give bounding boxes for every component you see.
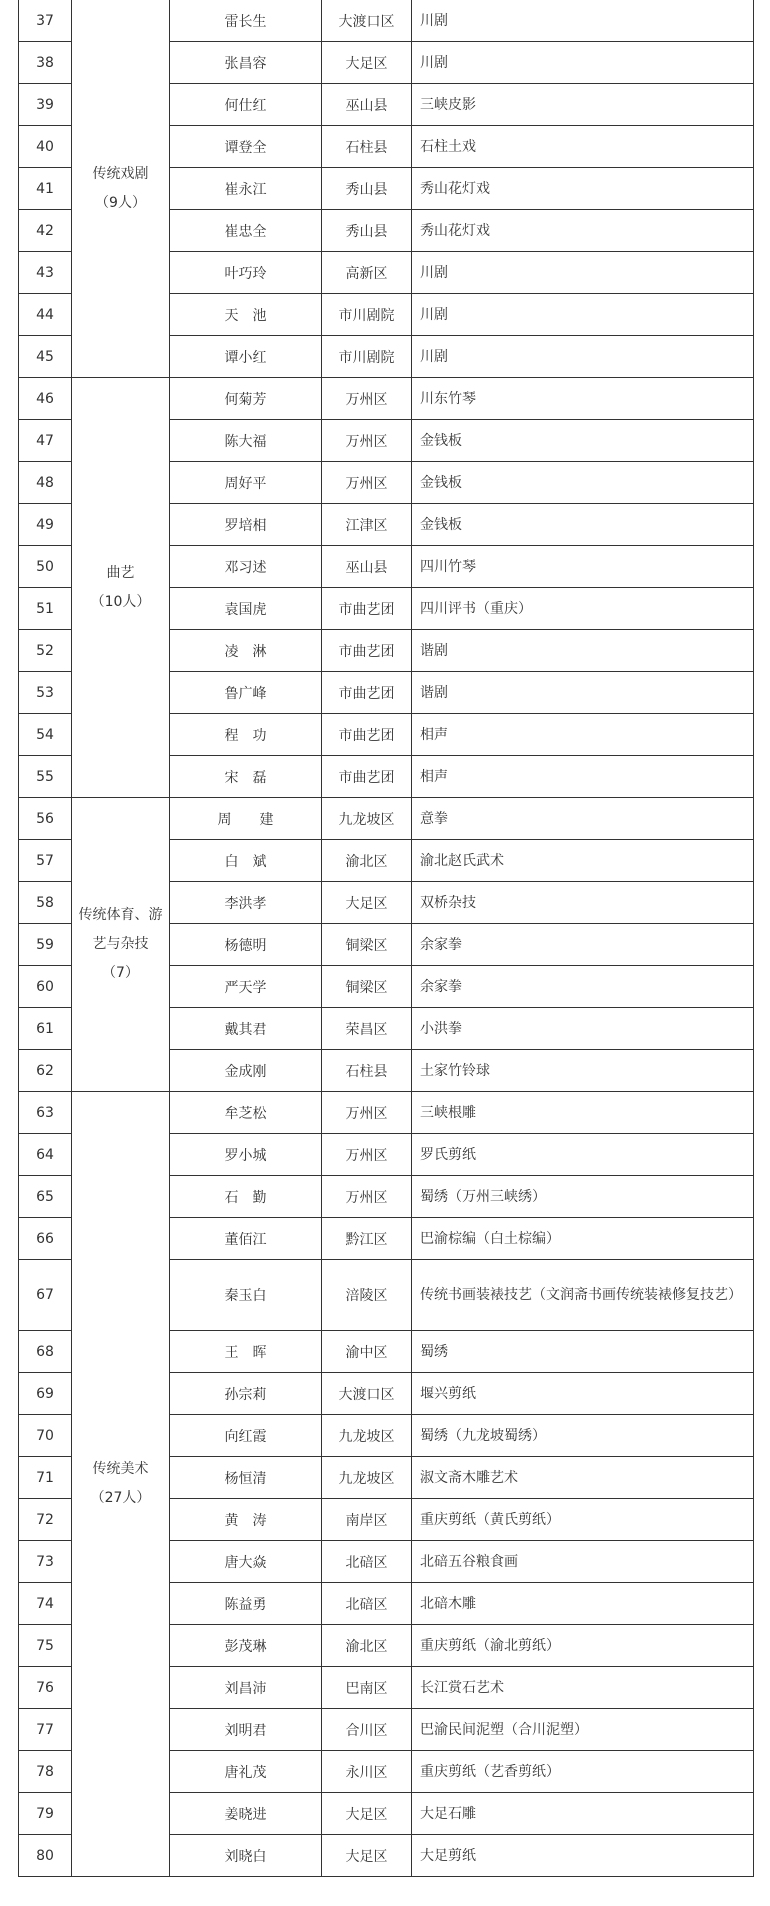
district: 大足区 bbox=[322, 1793, 412, 1835]
heritage-item: 川剧 bbox=[412, 252, 754, 294]
category-name: 传统美术 bbox=[92, 1461, 149, 1477]
district: 万州区 bbox=[322, 1176, 412, 1218]
district: 万州区 bbox=[322, 1092, 412, 1134]
heritage-item: 大足剪纸 bbox=[412, 1835, 754, 1877]
row-number: 46 bbox=[19, 378, 72, 420]
heritage-item: 传统书画装裱技艺（文润斋书画传统装裱修复技艺） bbox=[412, 1260, 754, 1331]
row-number: 66 bbox=[19, 1218, 72, 1260]
inheritor-name: 崔永江 bbox=[170, 168, 322, 210]
heritage-item: 谐剧 bbox=[412, 672, 754, 714]
heritage-item: 川剧 bbox=[412, 336, 754, 378]
district: 大足区 bbox=[322, 882, 412, 924]
inheritor-name: 唐大焱 bbox=[170, 1541, 322, 1583]
inheritor-name: 邓习述 bbox=[170, 546, 322, 588]
row-number: 56 bbox=[19, 798, 72, 840]
category-count: （7） bbox=[102, 965, 139, 981]
row-number: 58 bbox=[19, 882, 72, 924]
inheritor-name: 刘明君 bbox=[170, 1709, 322, 1751]
row-number: 50 bbox=[19, 546, 72, 588]
district: 石柱县 bbox=[322, 126, 412, 168]
inheritor-name: 罗培相 bbox=[170, 504, 322, 546]
district: 巴南区 bbox=[322, 1667, 412, 1709]
row-number: 52 bbox=[19, 630, 72, 672]
row-number: 61 bbox=[19, 1008, 72, 1050]
row-number: 70 bbox=[19, 1415, 72, 1457]
heritage-item: 渝北赵氏武术 bbox=[412, 840, 754, 882]
inheritor-name: 何菊芳 bbox=[170, 378, 322, 420]
inheritor-name: 袁国虎 bbox=[170, 588, 322, 630]
heritage-item: 巴渝民间泥塑（合川泥塑） bbox=[412, 1709, 754, 1751]
district: 大足区 bbox=[322, 1835, 412, 1877]
row-number: 60 bbox=[19, 966, 72, 1008]
district: 北碚区 bbox=[322, 1541, 412, 1583]
inheritor-name: 凌 淋 bbox=[170, 630, 322, 672]
row-number: 73 bbox=[19, 1541, 72, 1583]
heritage-item: 金钱板 bbox=[412, 420, 754, 462]
district: 大渡口区 bbox=[322, 0, 412, 42]
row-number: 42 bbox=[19, 210, 72, 252]
row-number: 53 bbox=[19, 672, 72, 714]
district: 秀山县 bbox=[322, 210, 412, 252]
row-number: 69 bbox=[19, 1373, 72, 1415]
heritage-item: 土家竹铃球 bbox=[412, 1050, 754, 1092]
category-name: 曲艺 bbox=[106, 564, 135, 581]
district: 高新区 bbox=[322, 252, 412, 294]
district: 九龙坡区 bbox=[322, 1457, 412, 1499]
heritage-item: 川剧 bbox=[412, 42, 754, 84]
row-number: 68 bbox=[19, 1331, 72, 1373]
heritage-item: 重庆剪纸（渝北剪纸） bbox=[412, 1625, 754, 1667]
inheritor-name: 李洪孝 bbox=[170, 882, 322, 924]
row-number: 67 bbox=[19, 1260, 72, 1331]
heritage-item: 三峡根雕 bbox=[412, 1092, 754, 1134]
heritage-item: 堰兴剪纸 bbox=[412, 1373, 754, 1415]
row-number: 43 bbox=[19, 252, 72, 294]
heritage-item: 川剧 bbox=[412, 0, 754, 42]
inheritor-name: 孙宗莉 bbox=[170, 1373, 322, 1415]
category-count: （9人） bbox=[95, 194, 146, 211]
table-body bbox=[19, 0, 754, 1877]
row-number: 57 bbox=[19, 840, 72, 882]
table-row bbox=[19, 1092, 754, 1134]
heritage-item: 大足石雕 bbox=[412, 1793, 754, 1835]
district: 巫山县 bbox=[322, 546, 412, 588]
district: 万州区 bbox=[322, 462, 412, 504]
heritage-item: 罗氏剪纸 bbox=[412, 1134, 754, 1176]
heritage-item: 相声 bbox=[412, 714, 754, 756]
table-row bbox=[19, 378, 754, 420]
heritage-item: 北碚五谷粮食画 bbox=[412, 1541, 754, 1583]
row-number: 77 bbox=[19, 1709, 72, 1751]
heritage-item: 川东竹琴 bbox=[412, 378, 754, 420]
table-row bbox=[19, 798, 754, 840]
district: 荣昌区 bbox=[322, 1008, 412, 1050]
row-number: 64 bbox=[19, 1134, 72, 1176]
row-number: 80 bbox=[19, 1835, 72, 1877]
row-number: 40 bbox=[19, 126, 72, 168]
heritage-item: 北碚木雕 bbox=[412, 1583, 754, 1625]
row-number: 37 bbox=[19, 0, 72, 42]
district: 万州区 bbox=[322, 378, 412, 420]
district: 渝北区 bbox=[322, 1625, 412, 1667]
inheritor-name: 刘昌沛 bbox=[170, 1667, 322, 1709]
inheritor-name: 周 建 bbox=[170, 798, 322, 840]
district: 万州区 bbox=[322, 1134, 412, 1176]
heritage-item: 石柱土戏 bbox=[412, 126, 754, 168]
inheritor-name: 戴其君 bbox=[170, 1008, 322, 1050]
heritage-item: 金钱板 bbox=[412, 462, 754, 504]
row-number: 71 bbox=[19, 1457, 72, 1499]
district: 铜梁区 bbox=[322, 966, 412, 1008]
inheritor-name: 叶巧玲 bbox=[170, 252, 322, 294]
category-count: （10人） bbox=[90, 593, 151, 610]
inheritor-name: 杨德明 bbox=[170, 924, 322, 966]
row-number: 45 bbox=[19, 336, 72, 378]
heritage-item: 双桥杂技 bbox=[412, 882, 754, 924]
district: 市川剧院 bbox=[322, 336, 412, 378]
table-row bbox=[19, 0, 754, 42]
row-number: 59 bbox=[19, 924, 72, 966]
category-name: 传统体育、游艺与杂技 bbox=[78, 907, 163, 952]
inheritor-name: 秦玉白 bbox=[170, 1260, 322, 1331]
category-count: （27人） bbox=[90, 1490, 151, 1506]
heritage-item: 四川评书（重庆） bbox=[412, 588, 754, 630]
inheritor-name: 天 池 bbox=[170, 294, 322, 336]
row-number: 72 bbox=[19, 1499, 72, 1541]
district: 合川区 bbox=[322, 1709, 412, 1751]
inheritor-name: 程 功 bbox=[170, 714, 322, 756]
district: 市曲艺团 bbox=[322, 672, 412, 714]
inheritor-name: 黄 涛 bbox=[170, 1499, 322, 1541]
district: 市曲艺团 bbox=[322, 588, 412, 630]
inheritor-name: 董佰江 bbox=[170, 1218, 322, 1260]
row-number: 63 bbox=[19, 1092, 72, 1134]
heritage-item: 秀山花灯戏 bbox=[412, 168, 754, 210]
row-number: 44 bbox=[19, 294, 72, 336]
row-number: 41 bbox=[19, 168, 72, 210]
category-name: 传统戏剧 bbox=[92, 165, 149, 182]
heritage-item: 蜀绣（九龙坡蜀绣） bbox=[412, 1415, 754, 1457]
inheritor-name: 姜晓进 bbox=[170, 1793, 322, 1835]
category-cell bbox=[72, 378, 170, 798]
district: 石柱县 bbox=[322, 1050, 412, 1092]
inheritor-name: 彭茂琳 bbox=[170, 1625, 322, 1667]
inheritor-name: 张昌容 bbox=[170, 42, 322, 84]
district: 市曲艺团 bbox=[322, 714, 412, 756]
row-number: 78 bbox=[19, 1751, 72, 1793]
inheritors-table bbox=[18, 0, 754, 1877]
heritage-item: 蜀绣（万州三峡绣） bbox=[412, 1176, 754, 1218]
heritage-item: 金钱板 bbox=[412, 504, 754, 546]
district: 巫山县 bbox=[322, 84, 412, 126]
inheritor-name: 谭小红 bbox=[170, 336, 322, 378]
district: 江津区 bbox=[322, 504, 412, 546]
district: 秀山县 bbox=[322, 168, 412, 210]
row-number: 54 bbox=[19, 714, 72, 756]
row-number: 76 bbox=[19, 1667, 72, 1709]
category-cell bbox=[72, 1092, 170, 1877]
heritage-item: 小洪拳 bbox=[412, 1008, 754, 1050]
heritage-item: 淑文斋木雕艺术 bbox=[412, 1457, 754, 1499]
district: 涪陵区 bbox=[322, 1260, 412, 1331]
district: 万州区 bbox=[322, 420, 412, 462]
heritage-item: 意拳 bbox=[412, 798, 754, 840]
heritage-item: 长江赏石艺术 bbox=[412, 1667, 754, 1709]
heritage-item: 相声 bbox=[412, 756, 754, 798]
district: 铜梁区 bbox=[322, 924, 412, 966]
inheritor-name: 陈益勇 bbox=[170, 1583, 322, 1625]
row-number: 62 bbox=[19, 1050, 72, 1092]
district: 大足区 bbox=[322, 42, 412, 84]
inheritor-name: 刘晓白 bbox=[170, 1835, 322, 1877]
inheritor-name: 周好平 bbox=[170, 462, 322, 504]
heritage-item: 谐剧 bbox=[412, 630, 754, 672]
heritage-item: 蜀绣 bbox=[412, 1331, 754, 1373]
row-number: 79 bbox=[19, 1793, 72, 1835]
inheritor-name: 严天学 bbox=[170, 966, 322, 1008]
row-number: 49 bbox=[19, 504, 72, 546]
row-number: 39 bbox=[19, 84, 72, 126]
inheritor-name: 王 晖 bbox=[170, 1331, 322, 1373]
inheritor-name: 石 勤 bbox=[170, 1176, 322, 1218]
district: 北碚区 bbox=[322, 1583, 412, 1625]
inheritor-name: 唐礼茂 bbox=[170, 1751, 322, 1793]
district: 渝北区 bbox=[322, 840, 412, 882]
inheritor-name: 宋 磊 bbox=[170, 756, 322, 798]
district: 市川剧院 bbox=[322, 294, 412, 336]
district: 大渡口区 bbox=[322, 1373, 412, 1415]
district: 市曲艺团 bbox=[322, 756, 412, 798]
district: 市曲艺团 bbox=[322, 630, 412, 672]
row-number: 75 bbox=[19, 1625, 72, 1667]
inheritor-name: 谭登全 bbox=[170, 126, 322, 168]
inheritor-name: 向红霞 bbox=[170, 1415, 322, 1457]
heritage-item: 川剧 bbox=[412, 294, 754, 336]
category-cell bbox=[72, 0, 170, 378]
inheritor-name: 杨恒清 bbox=[170, 1457, 322, 1499]
row-number: 38 bbox=[19, 42, 72, 84]
heritage-item: 重庆剪纸（艺香剪纸） bbox=[412, 1751, 754, 1793]
district: 黔江区 bbox=[322, 1218, 412, 1260]
inheritor-name: 白 斌 bbox=[170, 840, 322, 882]
heritage-item: 四川竹琴 bbox=[412, 546, 754, 588]
district: 九龙坡区 bbox=[322, 1415, 412, 1457]
category-cell bbox=[72, 798, 170, 1092]
inheritor-name: 罗小城 bbox=[170, 1134, 322, 1176]
row-number: 65 bbox=[19, 1176, 72, 1218]
inheritor-name: 鲁广峰 bbox=[170, 672, 322, 714]
row-number: 74 bbox=[19, 1583, 72, 1625]
heritage-item: 秀山花灯戏 bbox=[412, 210, 754, 252]
heritage-item: 余家拳 bbox=[412, 924, 754, 966]
inheritor-name: 陈大福 bbox=[170, 420, 322, 462]
district: 渝中区 bbox=[322, 1331, 412, 1373]
district: 南岸区 bbox=[322, 1499, 412, 1541]
inheritor-name: 牟芝松 bbox=[170, 1092, 322, 1134]
heritage-item: 巴渝棕编（白土棕编） bbox=[412, 1218, 754, 1260]
row-number: 47 bbox=[19, 420, 72, 462]
heritage-item: 余家拳 bbox=[412, 966, 754, 1008]
row-number: 55 bbox=[19, 756, 72, 798]
inheritor-name: 何仕红 bbox=[170, 84, 322, 126]
inheritor-name: 金成刚 bbox=[170, 1050, 322, 1092]
heritage-item: 三峡皮影 bbox=[412, 84, 754, 126]
row-number: 51 bbox=[19, 588, 72, 630]
inheritor-name: 雷长生 bbox=[170, 0, 322, 42]
heritage-item: 重庆剪纸（黄氏剪纸） bbox=[412, 1499, 754, 1541]
district: 永川区 bbox=[322, 1751, 412, 1793]
district: 九龙坡区 bbox=[322, 798, 412, 840]
row-number: 48 bbox=[19, 462, 72, 504]
inheritor-name: 崔忠全 bbox=[170, 210, 322, 252]
